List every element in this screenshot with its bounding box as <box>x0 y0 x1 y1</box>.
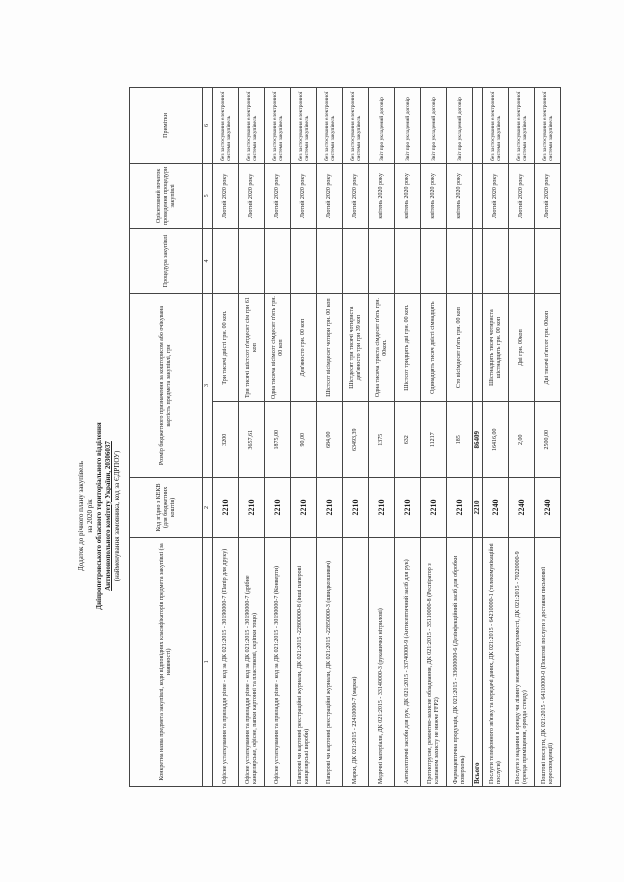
table-row <box>291 88 317 787</box>
procedure-cell <box>317 228 343 293</box>
col-number: 6 <box>203 88 213 164</box>
start-date-cell: Лютий 2020 року <box>509 163 535 228</box>
item-name-cell: Фармацевтична продукція, ДК 021:2015 - 33600000-6 (Дезінфекційний засіб для обробки поверхонь) <box>447 537 473 786</box>
item-name-cell: Послуги з надання в оренду чи лізингу нежитлової нерухомості, ДК 021:2015 - 70220000-9 (оренда приміщення, оренда стенду) <box>509 537 535 786</box>
header-line-4: Антимонопольного комітету України, 20306037 <box>104 441 112 591</box>
table-body-2210 <box>213 88 473 787</box>
amount-cell: 2500,00 <box>535 402 561 478</box>
kekv-code-cell: 2210 <box>213 478 239 538</box>
table-row <box>343 88 369 787</box>
kekv-code-cell: 2210 <box>265 478 291 538</box>
amount-words-cell: Три тисячі двісті грн. 00 коп. <box>213 293 239 401</box>
note-cell: без застосування електронної системи закупівель <box>509 88 535 164</box>
item-name-cell: Антисептичні засоби для рук, ДК 021:2015 - 33740000-9 (Антисептичний засіб для рук) <box>395 537 421 786</box>
table-row <box>317 88 343 787</box>
table-body-2240 <box>483 88 561 787</box>
kekv-code-cell: 2210 <box>317 478 343 538</box>
subtotal-row <box>473 88 483 787</box>
procedure-cell <box>447 228 473 293</box>
amount-cell: 63493,39 <box>343 402 369 478</box>
header-line-2: на 2020 рік <box>86 499 94 533</box>
start-date-cell: Лютий 2020 року <box>291 163 317 228</box>
procedure-cell <box>369 228 395 293</box>
col-header-notes: Примітки <box>130 88 203 164</box>
procedure-cell <box>535 228 561 293</box>
kekv-code-cell: 2210 <box>421 478 447 538</box>
item-name-cell: Медичні матеріали, ДК 021:2015 - 33140000-3 (рукавички нітрилові) <box>369 537 395 786</box>
start-date-cell: Лютий 2020 року <box>265 163 291 228</box>
amount-cell: 16416,00 <box>483 402 509 478</box>
col-number: 4 <box>203 228 213 293</box>
col-header-kekv: Код згідно з КЕКВ (для бюджетних коштів) <box>130 478 203 538</box>
header-line-1: Додаток до річного плану закупівель <box>77 461 85 571</box>
col-number: 3 <box>203 293 213 477</box>
amount-words-cell: Одна тисяча триста сімдесят п'ять грн. 00коп. <box>369 293 395 401</box>
table-row <box>509 88 535 787</box>
note-cell: без застосування електронної системи закупівель <box>535 88 561 164</box>
amount-words-cell: Три тисячі шістсот п'ятдесят сім грн 61 коп <box>239 293 265 401</box>
note-cell: Звіт про укладений договір <box>395 88 421 164</box>
col-header-name: Конкретна назва предмета закупівлі, коди відповідних класифікаторів предмета закупівлі (за наявності) <box>130 537 203 786</box>
note-cell: без застосування електронної системи закупівель <box>265 88 291 164</box>
table-header-row <box>130 88 203 787</box>
kekv-code-cell: 2210 <box>395 478 421 538</box>
procurement-table <box>129 87 561 787</box>
rotated-document <box>77 81 554 801</box>
item-name-cell: Паперові чи картонні реєстраційні журнали, ДК 021:2015 -22850000-3 (швидкозшивач) <box>317 537 343 786</box>
note-cell: без застосування електронної системи закупівель <box>317 88 343 164</box>
procedure-cell <box>239 228 265 293</box>
item-name-cell: Офісне устаткування та приладдя різне - код за ДК 021:2015 - 30190000-7 (Конверти) <box>265 537 291 786</box>
table-row <box>265 88 291 787</box>
procedure-cell <box>265 228 291 293</box>
item-name-cell: Паперові чи картонні реєстраційні журнали, ДК 021:2015 -22800000-8 (інші паперові канцелярські вироби) <box>291 537 317 786</box>
col-header-start: Орієнтовний початок проведення процедури закупівлі <box>130 163 203 228</box>
item-name-cell: Офісне устаткування та приладдя різне - код за ДК 021:2015 - 30190000-7 (дрібне канцелярське, офісне, папки картонні та пластикові, скріпки тощо) <box>239 537 265 786</box>
item-name-cell: Послуги телефонного зв'язку та передачі даних, ДК 021:2015 - 64210000-1 (телекомунікаційні послуги) <box>483 537 509 786</box>
subtotal-body <box>473 88 483 787</box>
note-cell: Звіт про укладений договір <box>447 88 473 164</box>
col-number: 2 <box>203 478 213 538</box>
start-date-cell: квітень 2020 року <box>421 163 447 228</box>
amount-cell: 684,00 <box>317 402 343 478</box>
amount-words-cell: Дев'яносто грн. 00 коп <box>291 293 317 401</box>
procedure-cell <box>343 228 369 293</box>
procedure-cell <box>213 228 239 293</box>
start-date-cell: Лютий 2020 року <box>317 163 343 228</box>
col-header-procedure: Процедура закупівлі <box>130 228 203 293</box>
kekv-code-cell: 2240 <box>483 478 509 538</box>
amount-cell: 1875,00 <box>265 402 291 478</box>
amount-cell: 90,00 <box>291 402 317 478</box>
procedure-cell <box>509 228 535 293</box>
amount-cell: 632 <box>395 402 421 478</box>
kekv-code-cell: 2240 <box>509 478 535 538</box>
amount-words-cell: Шістдесят три тисячі чотириста дев'яносто три грн 39 коп <box>343 293 369 401</box>
column-number-row <box>203 88 213 787</box>
amount-cell: 2,00 <box>509 402 535 478</box>
start-date-cell: Лютий 2020 року <box>213 163 239 228</box>
subtotal-label: Всього <box>473 537 483 786</box>
item-name-cell: Поштові послуги, ДК 021:2015 - 64110000-0 (Поштові послуги з доставки письмової кореспонденції) <box>535 537 561 786</box>
header-line-5: (найменування замовника, код за ЄДРПОУ) <box>113 450 121 582</box>
item-name-cell: Офісне устаткування та приладдя різне - код за ДК 021:2015 - 30190000-7 (Папір для друку) <box>213 537 239 786</box>
header-line-3: Дніпропетровського обласного територіального відділення <box>95 422 103 610</box>
note-cell: без застосування електронної системи закупівель <box>483 88 509 164</box>
note-cell: без застосування електронної системи закупівель <box>213 88 239 164</box>
table-row <box>483 88 509 787</box>
table-row <box>395 88 421 787</box>
kekv-code-cell: 2240 <box>535 478 561 538</box>
amount-words-cell: Дві грн. 00коп <box>509 293 535 401</box>
col-number: 5 <box>203 163 213 228</box>
amount-cell: 185 <box>447 402 473 478</box>
procedure-cell <box>395 228 421 293</box>
table-row <box>239 88 265 787</box>
amount-cell: 3200 <box>213 402 239 478</box>
amount-cell: 11217 <box>421 402 447 478</box>
table-row <box>421 88 447 787</box>
amount-words-cell: Дві тисячі п'ятсот грн. 00коп <box>535 293 561 401</box>
subtotal-amount: 86409 <box>473 402 483 478</box>
amount-cell: 3657,61 <box>239 402 265 478</box>
item-name-cell: Протиотрусне, ремонтно-захисне обладнання, ДК 021:2015 - 35110000-8 (Респіратор з клапаном захисту не нижче FFP2) <box>421 537 447 786</box>
start-date-cell: квітень 2020 року <box>395 163 421 228</box>
table-row <box>213 88 239 787</box>
kekv-code-cell: 2210 <box>343 478 369 538</box>
amount-words-cell: Одинадцять тисяч двісті сімнадцять <box>421 293 447 401</box>
col-number: 1 <box>203 537 213 786</box>
amount-words-cell: Шістсот тридцять дві грн. 00 коп. <box>395 293 421 401</box>
start-date-cell: Лютий 2020 року <box>483 163 509 228</box>
note-cell: без застосування електронної системи закупівель <box>343 88 369 164</box>
note-cell: Звіт про укладений договір <box>421 88 447 164</box>
procedure-cell <box>421 228 447 293</box>
start-date-cell: Лютий 2020 року <box>343 163 369 228</box>
table-row <box>447 88 473 787</box>
item-name-cell: Марки, ДК 021:2015 - 22410000-7 (марки) <box>343 537 369 786</box>
procedure-cell <box>291 228 317 293</box>
start-date-cell: Лютий 2020 року <box>239 163 265 228</box>
kekv-code-cell: 2210 <box>447 478 473 538</box>
note-cell: без застосування електронної системи закупівель <box>291 88 317 164</box>
amount-cell: 1375 <box>369 402 395 478</box>
start-date-cell: квітень 2020 року <box>447 163 473 228</box>
amount-words-cell: Сто вісімдесят п'ять грн. 00 коп <box>447 293 473 401</box>
amount-words-cell: Одна тисяча вісімсот сімдесят п'ять грн. 00 коп <box>265 293 291 401</box>
start-date-cell: Лютий 2020 року <box>535 163 561 228</box>
note-cell: Звіт про укладений договір <box>369 88 395 164</box>
start-date-cell: квітень 2020 року <box>369 163 395 228</box>
kekv-code-cell: 2210 <box>239 478 265 538</box>
kekv-code-cell: 2210 <box>291 478 317 538</box>
procedure-cell <box>483 228 509 293</box>
note-cell: без застосування електронної системи закупівель <box>239 88 265 164</box>
amount-words-cell: Шістнадцять тисяч чотириста шістнадцять грн. 00 коп <box>483 293 509 401</box>
document-header <box>77 351 122 681</box>
kekv-code-cell: 2210 <box>369 478 395 538</box>
col-header-amount: Розмір бюджетного призначення за кошторисом або очікувана вартість предмета закупівлі, грн <box>130 293 203 477</box>
subtotal-code: 2210 <box>473 478 483 538</box>
amount-words-cell: Шістсот вісімдесят чотири грн. 00 коп <box>317 293 343 401</box>
table-row <box>369 88 395 787</box>
table-row <box>535 88 561 787</box>
